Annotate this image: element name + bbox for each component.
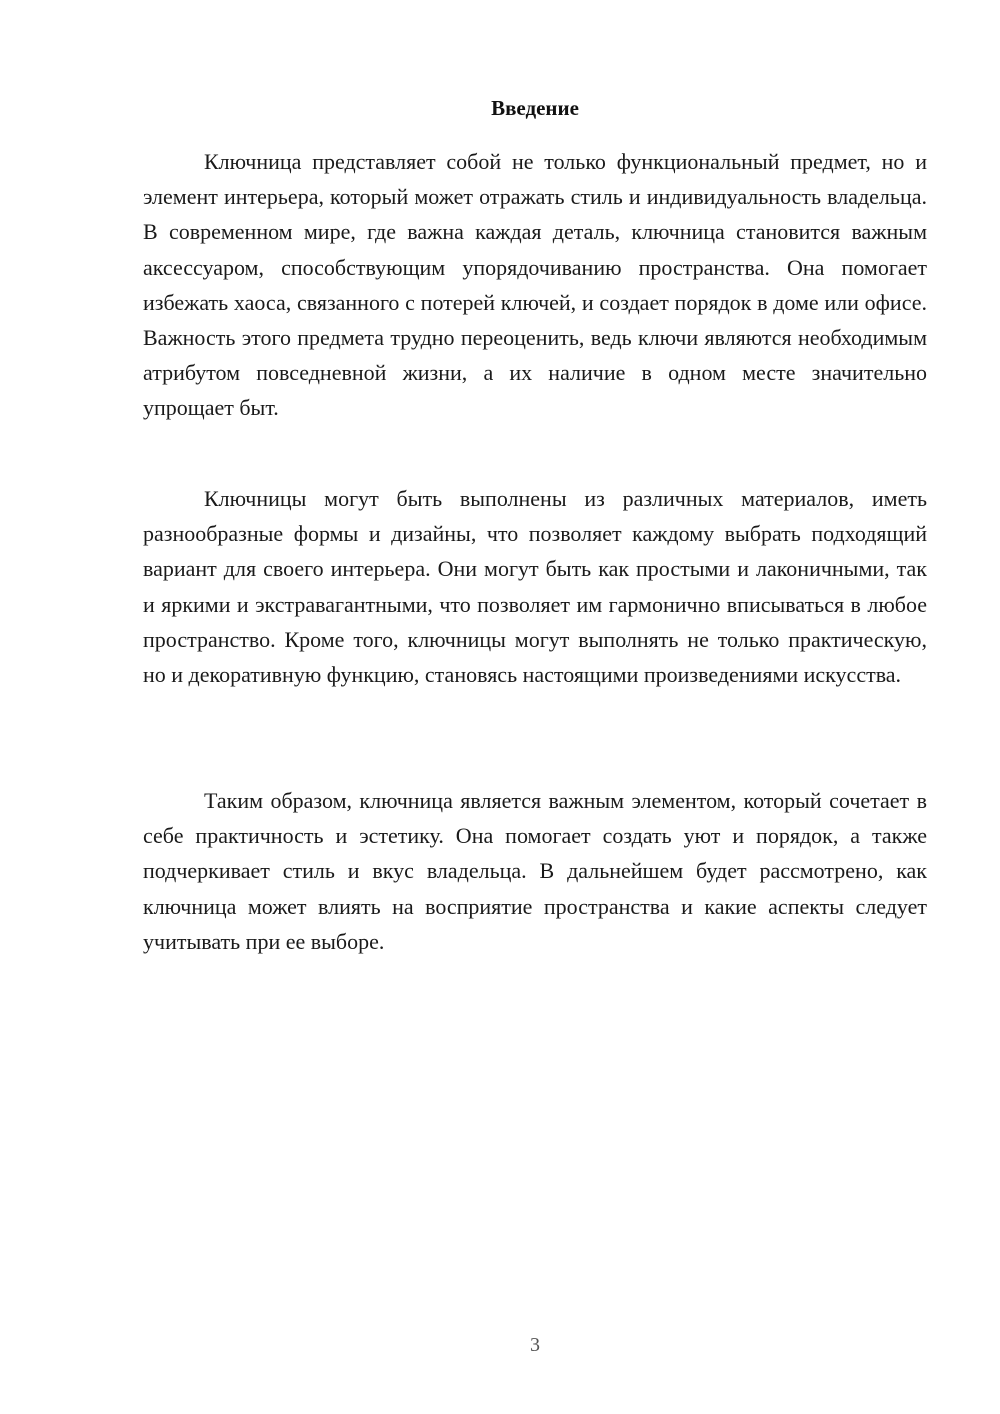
page-number: 3 — [530, 1334, 540, 1356]
paragraph-block-1 — [143, 144, 927, 426]
paragraph: Таким образом, ключница является важным элементом, который сочетает в себе практичность и эстетику. Она помогает создать уют и порядок, а также подчеркивает стиль и вкус владельца. В дальнейшем будет рассмотрено, как ключница может влиять на восприятие пространства и какие аспекты следует учитывать при ее выборе. — [143, 788, 927, 954]
paragraph: Ключница представляет собой не только функциональный предмет, но и элемент интерьера, который может отражать стиль и индивидуальность владельца. В современном мире, где важна каждая деталь, ключница становится важным аксессуаром, способствующим упорядочиванию пространства. Она помогает избежать хаоса, связанного с потерей ключей, и создает порядок в доме или офисе. Важность этого предмета трудно переоценить, ведь ключи являются необходимым атрибутом повседневной жизни, а их наличие в одном месте значительно упрощает быт. — [143, 149, 927, 421]
paragraph-block-3 — [143, 783, 927, 959]
section-heading: Введение — [491, 96, 579, 120]
paragraph: Ключницы могут быть выполнены из различных материалов, иметь разнообразные формы и дизайны, что позволяет каждому выбрать подходящий вариант для своего интерьера. Они могут быть как простыми и лаконичными, так и яркими и экстравагантными, что позволяет им гармонично вписываться в любое пространство. Кроме того, ключницы могут выполнять не только практическую, но и декоративную функцию, становясь настоящими произведениями искусства. — [143, 486, 927, 688]
paragraph-block-2 — [143, 481, 927, 692]
